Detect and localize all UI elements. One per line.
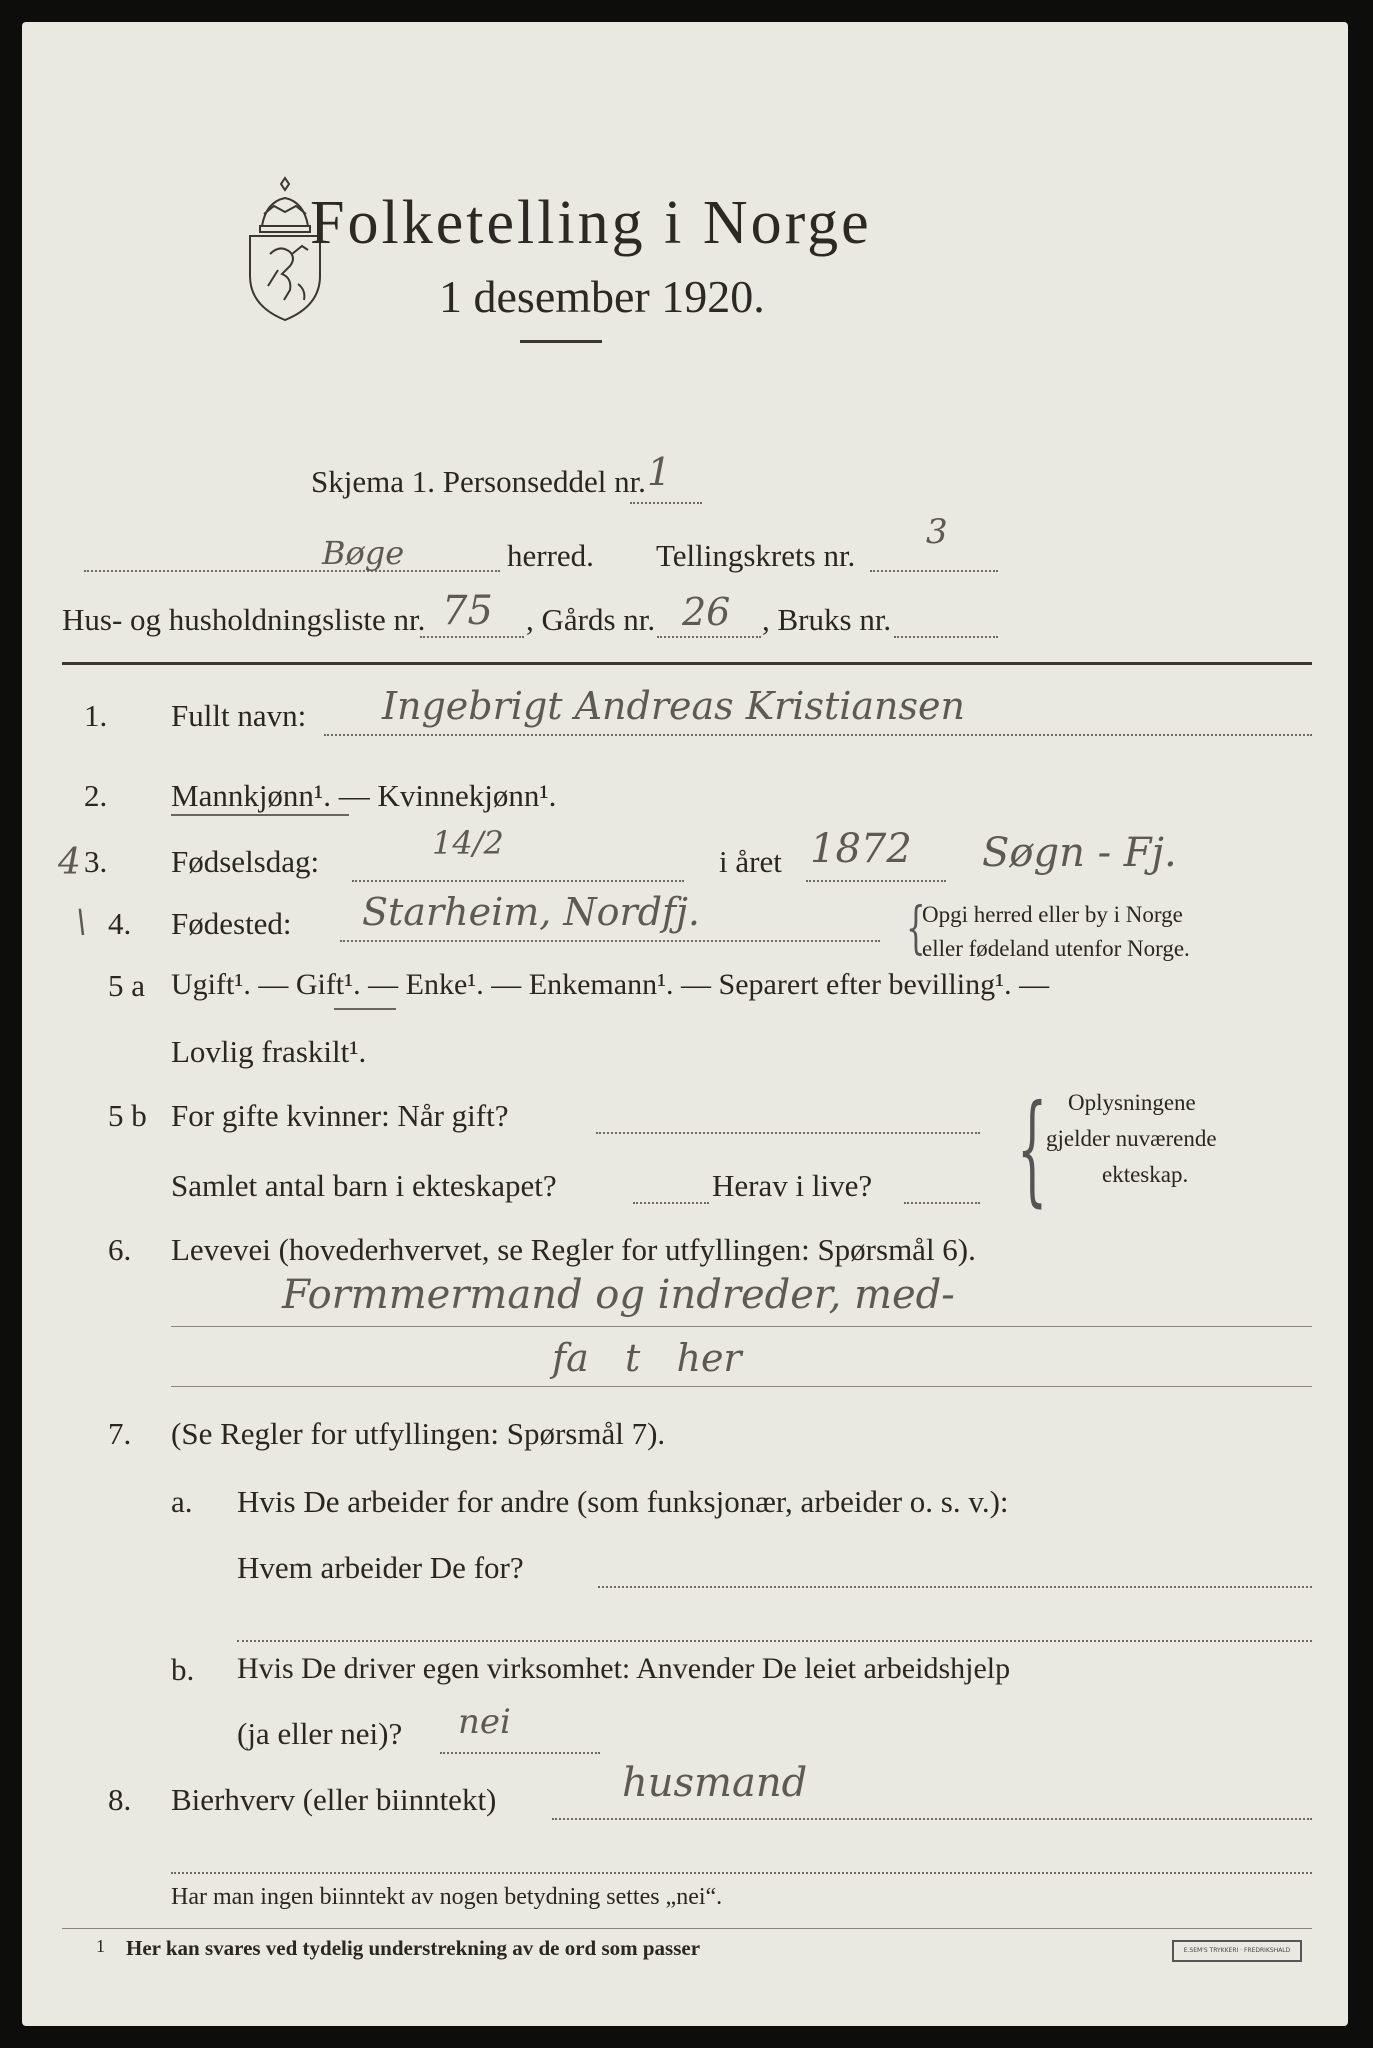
q5b-married-field-line — [596, 1132, 980, 1134]
q5b-alive-field-line — [904, 1202, 980, 1204]
q5b-label-married: For gifte kvinner: Når gift? — [171, 1098, 509, 1133]
q5b-children-field-line — [633, 1202, 709, 1204]
q7-number: 7. — [108, 1416, 132, 1451]
q4-note-line2: eller fødeland utenfor Norge. — [922, 936, 1190, 961]
herred-label: herred. — [507, 538, 594, 573]
q7a-label-line2: Hvem arbeider De for? — [237, 1550, 524, 1585]
q6-label: Levevei (hovederhvervet, se Regler for utfyllingen: Spørsmål 6). — [171, 1232, 976, 1267]
tellingskrets-field-line — [870, 570, 998, 572]
printer-stamp: E.SEM'S TRYKKERI · FREDRIKSHALD — [1172, 1940, 1302, 1962]
q2-label: Mannkjønn¹. — Kvinnekjønn¹. — [171, 778, 557, 813]
husholdningsliste-field-line — [420, 636, 524, 638]
q7a-field-line1 — [598, 1586, 1312, 1588]
q3-year-label: i året — [719, 844, 782, 879]
title-divider — [520, 340, 602, 343]
q8-note: Har man ingen biinntekt av nogen betydning settes „nei“. — [171, 1884, 723, 1910]
footer-separator — [62, 1928, 1312, 1929]
q6-field-line1 — [171, 1326, 1312, 1327]
skjema-field-line — [630, 502, 702, 504]
q8-field-line1 — [552, 1818, 1312, 1820]
q5b-note-line3: ekteskap. — [1102, 1162, 1189, 1187]
skjema-label: Skjema 1. Personseddel nr. — [311, 464, 646, 499]
census-form-sheet — [22, 22, 1348, 2026]
q2-number: 2. — [84, 778, 108, 813]
gards-field-line — [657, 636, 761, 638]
q7b-value: nei — [458, 1702, 511, 1742]
q7-label: (Se Regler for utfyllingen: Spørsmål 7). — [171, 1416, 666, 1451]
q8-label: Bierhverv (eller biinntekt) — [171, 1782, 497, 1817]
form-title: Folketelling i Norge — [310, 189, 872, 257]
q7b-label-line2: (ja eller nei)? — [237, 1716, 403, 1751]
q7a-letter: a. — [171, 1484, 193, 1519]
q7a-field-line2 — [237, 1640, 1312, 1642]
gards-label: , Gårds nr. — [526, 602, 656, 637]
q5b-number: 5 b — [108, 1098, 147, 1133]
q4-label: Fødested: — [171, 906, 292, 941]
q4-margin-mark: \ — [76, 902, 87, 940]
q5b-note-brace: { — [1016, 1080, 1048, 1219]
q3-year-value: 1872 — [810, 826, 912, 872]
q3-birthday-value: 14/2 — [432, 824, 504, 862]
q1-field-line — [324, 734, 1312, 736]
footnote-marker: 1 — [96, 1936, 105, 1956]
q8-value: husmand — [622, 1760, 808, 1806]
bruks-label: , Bruks nr. — [762, 602, 892, 637]
footnote-text: Her kan svares ved tydelig understrekning av de ord som passer — [126, 1936, 701, 1960]
herred-value: Bøge — [322, 534, 405, 572]
q1-number: 1. — [84, 698, 108, 733]
q5a-underline-gift — [334, 1008, 396, 1010]
q4-note-brace: { — [906, 896, 926, 961]
q7b-letter: b. — [171, 1652, 195, 1687]
bruks-field-line — [894, 636, 998, 638]
q7a-label-line1: Hvis De arbeider for andre (som funksjonær, arbeider o. s. v.): — [237, 1484, 1009, 1519]
census-date: 1 desember 1920. — [439, 271, 765, 322]
q4-number: 4. — [108, 906, 132, 941]
q3-extra-value: Søgn - Fj. — [982, 830, 1177, 876]
gards-value: 26 — [682, 590, 731, 634]
q5a-number: 5 a — [108, 968, 146, 1003]
q5b-label-alive: Herav i live? — [712, 1168, 873, 1203]
q3-year-field-line — [806, 880, 946, 882]
q5b-note-line2: gjelder nuværende — [1046, 1126, 1217, 1151]
q6-value-line1: Formmermand og indreder, med- — [282, 1272, 955, 1318]
tellingskrets-value: 3 — [926, 512, 948, 552]
herred-field-line — [84, 570, 500, 572]
q7b-field-line — [440, 1752, 600, 1754]
q3-label: Fødselsdag: — [171, 844, 320, 879]
q1-value: Ingebrigt Andreas Kristiansen — [382, 684, 965, 728]
husholdningsliste-value: 75 — [442, 588, 493, 634]
q6-value-line2: fa t her — [552, 1336, 742, 1380]
q1-label: Fullt navn: — [171, 698, 307, 733]
tellingskrets-label: Tellingskrets nr. — [656, 538, 856, 573]
q5b-label-children: Samlet antal barn i ekteskapet? — [171, 1168, 557, 1203]
q8-field-line2 — [171, 1872, 1312, 1874]
q6-field-line2 — [171, 1386, 1312, 1387]
q3-number: 3. — [84, 844, 108, 879]
q2-underline-mannkjonn — [171, 814, 349, 816]
q4-note-line1: Opgi herred eller by i Norge — [922, 902, 1183, 927]
husholdningsliste-label: Hus- og husholdningsliste nr. — [62, 602, 426, 637]
header-separator — [62, 662, 1312, 665]
skjema-value: 1 — [647, 450, 672, 494]
q5a-label: Ugift¹. — Gift¹. — Enke¹. — Enkemann¹. — Separert efter bevilling¹. — — [171, 968, 1050, 1001]
q8-number: 8. — [108, 1782, 132, 1817]
q5a-label-line2: Lovlig fraskilt¹. — [171, 1034, 367, 1069]
q3-margin-mark: 4 — [58, 842, 81, 883]
q4-field-line — [340, 940, 880, 942]
q5b-note-line1: Oplysningene — [1068, 1090, 1196, 1115]
q3-field-line — [352, 880, 684, 882]
q7b-label-line1: Hvis De driver egen virksomhet: Anvender De leiet arbeidshjelp — [237, 1652, 1011, 1685]
q4-value: Starheim, Nordfj. — [362, 890, 700, 934]
q6-number: 6. — [108, 1232, 132, 1267]
